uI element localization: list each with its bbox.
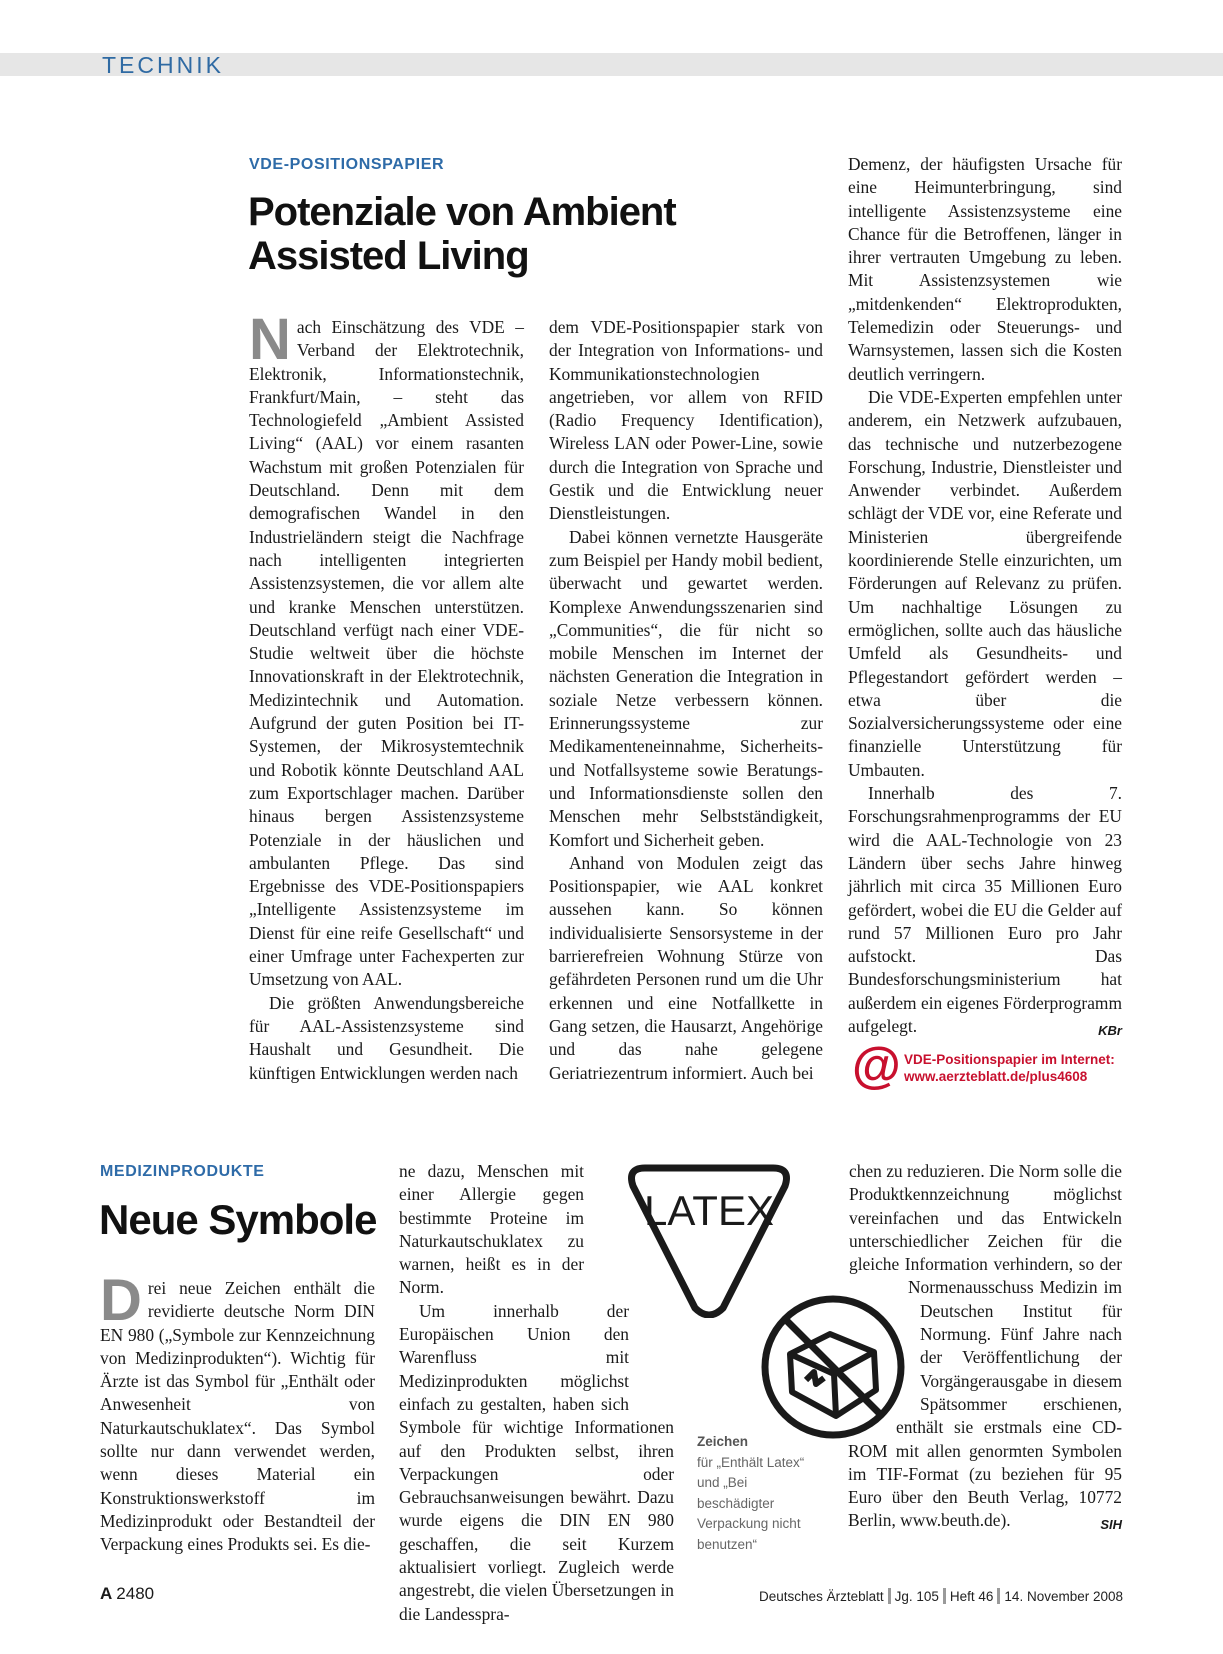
article2-col3-paragraph-1: chen zu reduzieren. Die Norm solle die Produktkennzeichnung möglichst vereinfachen und das Entwickeln unterschiedlicher Zeichen für die gleiche Information verhindern, so der Normenausschuss Medizin im Deutschen Institut für Normung. Fünf Jahre nach der Veröffentlichung der Vorgängerausgabe in diesem Spätsommer erschienen, enthält sie erstmals eine CD-ROM mit allen genormten Symbolen im TIF-Format (zu beziehen für 95 Euro über den Beuth Verlag, 10772 Berlin, www.beuth.de). SIH xyxy=(848,1160,1122,1533)
article2-col2-paragraph-2: Um innerhalb der Europäischen Union den Warenfluss mit Medizinprodukten möglichst einfach zu gestalten, haben sich Symbole für wichtige Informationen auf den Produkten selbst, ihren Verpackungen oder Gebrauchsanweisungen bewährt. Dazu wurde eigens die DIN EN 980 geschaffen, die seit Kurzem aktualisiert vorliegt. Zugleich werde angestrebt, die vielen Übersetzungen in die Landesspra- xyxy=(399,1300,674,1624)
article1-dropcap: N xyxy=(249,307,291,372)
article1-headline-line2: Assisted Living xyxy=(248,234,529,278)
article1-col3-paragraph-1: Demenz, der häufigsten Ursache für eine Heimunterbringung, sind intelligente Assistenzsysteme eine Chance für die Betroffenen, länger in ihrer vertrauten Umgebung zu leben. Mit Assistenzsystemen wie „mitdenkenden“ Elektroprodukten, Telemedizin oder Steuerungs- und Warnsystemen, lassen sich die Kosten deutlich verringern. xyxy=(848,154,1122,384)
internet-reference xyxy=(852,1037,1122,1093)
journal-name: Deutsches Ärzteblatt xyxy=(759,1589,884,1604)
article2-col2-paragraph-1: ne dazu, Menschen mit einer Allergie gegen bestimmte Proteine im Naturkautschuklatex zu warnen, heißt es in der Norm. xyxy=(399,1161,584,1298)
journal-volume: Jg. 105 xyxy=(894,1589,939,1604)
damaged-package-symbol xyxy=(758,1292,908,1442)
article2-byline: SIH xyxy=(1100,1517,1122,1533)
article1-col1-paragraph-1: Nach Einschätzung des VDE – Verband der Elektrotechnik, Elektronik, Informationstechnik, Frankfurt/Main, – steht das Technologiefeld „Ambient Assisted Living“ (AAL) vor einem rasanten Wachstum mit großen Potenzialen für Deutschland. Denn mit dem demografischen Wandel in den Industrieländern steigt die Nachfrage nach intelligenten integrierten Assistenzsystemen, die vor allem alte und kranke Menschen unterstützen. Deutschland verfügt nach einer VDE-Studie weltweit über die höchste Innovationskraft in der Elektrotechnik, Medizintechnik und Automation. Aufgrund der guten Position bei IT-Systemen, der Mikrosystemtechnik und Robotik könnte Deutschland AAL zum Exportschlager machen. Darüber hinaus bergen Assistenzsysteme Potenziale in der häuslichen und ambulanten Pflege. Das sind Ergebnisse des VDE-Positionspapiers „Intelligente Assistenzsysteme im Dienst für eine reife Gesellschaft“ und einer Umfrage unter Fachexperten zur Umsetzung von AAL. xyxy=(249,307,524,990)
caption-title: Zeichen xyxy=(697,1434,749,1449)
article1-column-3 xyxy=(848,153,1122,1042)
caption-text: für „Enthält Latex“ und „Bei beschädigter Verpackung nicht benutzen“ xyxy=(697,1454,805,1552)
at-sign-icon: @ xyxy=(852,1037,901,1093)
article1-kicker: VDE-POSITIONSPAPIER xyxy=(249,156,445,173)
article2-dropcap: D xyxy=(100,1268,142,1333)
article1-headline xyxy=(248,190,676,278)
article1-col2-paragraph-2: Dabei können vernetzte Hausgeräte zum Beispiel per Handy mobil bedient, überwacht und gewartet werden. Komplexe Anwendungsszenarien sind „Communities“, die für nicht so mobile Menschen im Internet der nächsten Generation die Integration in soziale Netze verbessern können. Erinnerungssysteme zur Medikamenteneinnahme, Sicherheits- und Notfallsysteme sowie Beratungs- und Informationsdienste sollen den Menschen mehr Selbstständigkeit, Komfort und Sicherheit geben. xyxy=(549,526,823,850)
article1-col3-paragraph-3: Innerhalb des 7. Forschungsrahmenprogramms der EU wird die AAL-Technologie von 23 Ländern über sechs Jahre hinweg jährlich mit circa 35 Millionen Euro gefördert, wobei die EU die Gelder auf rund 57 Millionen Euro pro Jahr aufstockt. Das Bundesforschungsministerium hat außerdem ein eigenes Förderprogramm aufgelegt. KBr xyxy=(848,782,1122,1038)
article1-col2-paragraph-3: Anhand von Modulen zeigt das Positionspapier, wie AAL konkret aussehen kann. So können individualisierte Sensorsysteme in der barrierefreien Wohnung Stürze von gefährdeten Personen rund um die Uhr erkennen und eine Notfallkette in Gang setzen, die Hausarzt, Angehörige und das nahe gelegene Geriatriezentrum informiert. Auch bei xyxy=(549,852,823,1083)
journal-issue: Heft 46 xyxy=(949,1589,994,1604)
article1-column-1 xyxy=(249,307,524,1085)
article1-byline: KBr xyxy=(1098,1022,1122,1038)
article2-col1-paragraph-1: Drei neue Zeichen enthält die revidierte deutsche Norm DIN EN 980 („Symbole zur Kennzeichnung von Medizinprodukten“). Wichtig für Ärzte ist das Symbol für „Enthält oder Anwesenheit von Naturkautschuklatex“. Das Symbol sollte nur dann verwendet werden, wenn dieses Material ein Konstruktionswerkstoff im Medizinprodukt oder Bestandteil der Verpackung eines Produkts sei. Es die- xyxy=(100,1268,375,1555)
article1-headline-line1: Potenziale von Ambient xyxy=(248,190,676,234)
page-number: A 2480 xyxy=(100,1584,155,1603)
article1-col1-paragraph-2: Die größten Anwendungsbereiche für AAL-Assistenzsysteme sind Haushalt und Gesundheit. Die künftigen Entwicklungen werden nach xyxy=(249,992,524,1083)
section-label: TECHNIK xyxy=(102,52,224,78)
article1-column-2 xyxy=(549,316,823,1085)
journal-date: 14. November 2008 xyxy=(1004,1589,1123,1604)
article2-column-1 xyxy=(100,1268,375,1557)
figure-caption xyxy=(697,1432,817,1555)
journal-info xyxy=(759,1588,1123,1604)
internet-label: VDE-Positionspapier im Internet: xyxy=(904,1052,1115,1067)
article2-kicker: MEDIZINPRODUKTE xyxy=(100,1163,265,1180)
latex-symbol-text: LATEX xyxy=(644,1187,774,1234)
article2-headline: Neue Symbole xyxy=(99,1196,377,1243)
internet-link[interactable]: www.aerzteblatt.de/plus4608 xyxy=(904,1069,1088,1084)
article1-col2-paragraph-1: dem VDE-Positionspapier stark von der Integration von Informations- und Kommunikationstechnologien angetrieben, vor allem von RFID (Radio Frequency Identification), Wireless LAN oder Power-Line, sowie durch die Integration von Sprache und Gestik und die Entwicklung neuer Dienstleistungen. xyxy=(549,317,823,524)
article1-col3-paragraph-2: Die VDE-Experten empfehlen unter anderem, ein Netzwerk aufzubauen, das technische und nutzerbezogene Forschung, Industrie, Dienstleister und Anwender verbindet. Außerdem schlägt der VDE vor, eine Referate und Ministerien übergreifende koordinierende Stelle einzurichten, um Förderungen auf Relevanz zu prüfen. Um nachhaltige Lösungen zu ermöglichen, sollte auch das häusliche Umfeld als Gesundheits- und Pflegestandort gefördert werden – etwa über die Sozialversicherungssysteme oder eine finanzielle Unterstützung für Umbauten. xyxy=(848,386,1122,780)
